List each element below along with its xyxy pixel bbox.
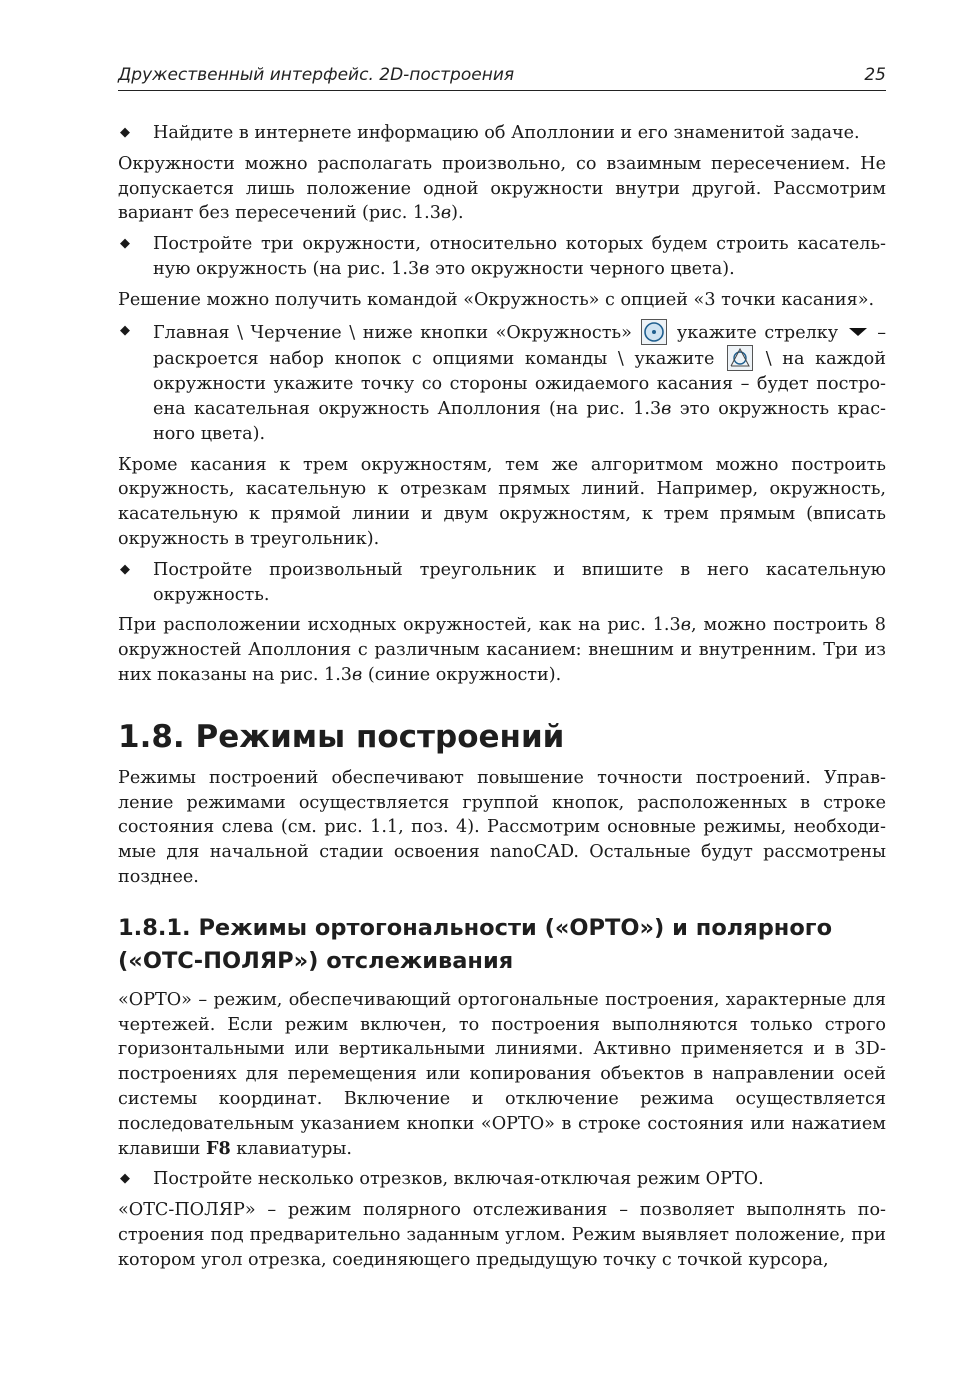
paragraph: Окружности можно располагать произвольно, со взаимным пересечением. Не допускается лишь положение одной окружности внутри другой. Рассмотрим вариант без пересечений (рис. 1.3в).: [118, 153, 886, 224]
paragraph: При расположении исходных окружностей, как на рис. 1.3в, можно построить 8 окружностей Аполлония с различным касанием: внешним и внутренним. Три из них показаны на рис. 1.3в (синие окружности).: [118, 615, 886, 685]
paragraph: «ОТС-ПОЛЯР» – режим полярного отслеживания – позволяет выполнять построения под предварительно заданным углом. Режим выявляет положение, при котором угол отрезка, соединяющего предыдущую точку с точкой курсора,: [118, 1200, 886, 1270]
paragraph: Кроме касания к трем окружностям, тем же алгоритмом можно построить окружность, касательную к отрезкам прямых линий. Например, окружность, касательную к прямой линии и двум окружностям, к трем прямым (вписать окружность в треугольник).: [118, 454, 886, 549]
bullet-item: ◆ Найдите в интернете информацию об Аполлонии и его знаменитой задаче.: [118, 121, 886, 146]
page-number: 25: [864, 65, 886, 85]
bullet-marker: ◆: [120, 561, 130, 577]
bullet-item: ◆ Постройте три окружности, относительно которых будем строить касательную окружность (на рис. 1.3в это окружности черного цвета).: [120, 234, 886, 279]
bullet-marker: ◆: [120, 236, 130, 252]
subsection-heading: 1.8.1. Режимы ортогональности («ОРТО») и полярного («ОТС-ПОЛЯР») отслеживания: [118, 914, 833, 974]
bullet-marker: ◆: [120, 125, 130, 140]
paragraph: «ОРТО» – режим, обеспечивающий ортогональные построения, характерные для чертежей. Если режим включен, то построения выполняются только строго горизонтальными или вертикальными линиями. Активно применяется и в 3D-построениях для перемещения или копирования объектов в направлении осей системы координат. Включение и отключение режима осуществляется последовательным указанием кнопки «ОРТО» в строке состояния или нажатием клавиши F8 клавиатуры.: [118, 989, 886, 1159]
bullet-marker: ◆: [120, 1171, 130, 1187]
dropdown-arrow-icon: [848, 320, 868, 345]
book-page: [118, 64, 886, 1278]
running-header: [118, 64, 886, 91]
paragraph: Решение можно получить командой «Окружность» с опцией «3 точки касания».: [118, 289, 875, 310]
bullet-item: ◆ Постройте произвольный треугольник и впишите в него касательную окружность.: [120, 559, 886, 605]
header-title: Дружественный интерфейс. 2D-построения: [118, 65, 515, 85]
bullet-item: ◆ Главная \ Черчение \ ниже кнопки «Окружность» укажите стрелку – раскроется набор кнопок с опциями команды \ укажите \ на каждой окружности укажите точку со стороны ожидаемого касания – будет построена касательная окружность Аполлония (на рис. 1.3в это окружность красного цвета).: [118, 319, 886, 447]
tangent-circle-icon: [727, 345, 753, 371]
bullet-item: ◆ Постройте несколько отрезков, включая-отключая режим ОРТО.: [118, 1167, 886, 1192]
paragraph: Режимы построений обеспечивают повышение точности построений. Управление режимами осуществляется группой кнопок, расположенных в строке состояния слева (см. рис. 1.1, поз. 4). Рассмотрим основные режимы, необходимые для начальной стадии освоения nanoCAD. Остальные будут рассмотрены позднее.: [118, 767, 886, 887]
circle-button-icon: [641, 319, 667, 345]
section-heading: 1.8. Режимы построений: [118, 718, 565, 755]
bullet-marker: ◆: [120, 322, 130, 338]
